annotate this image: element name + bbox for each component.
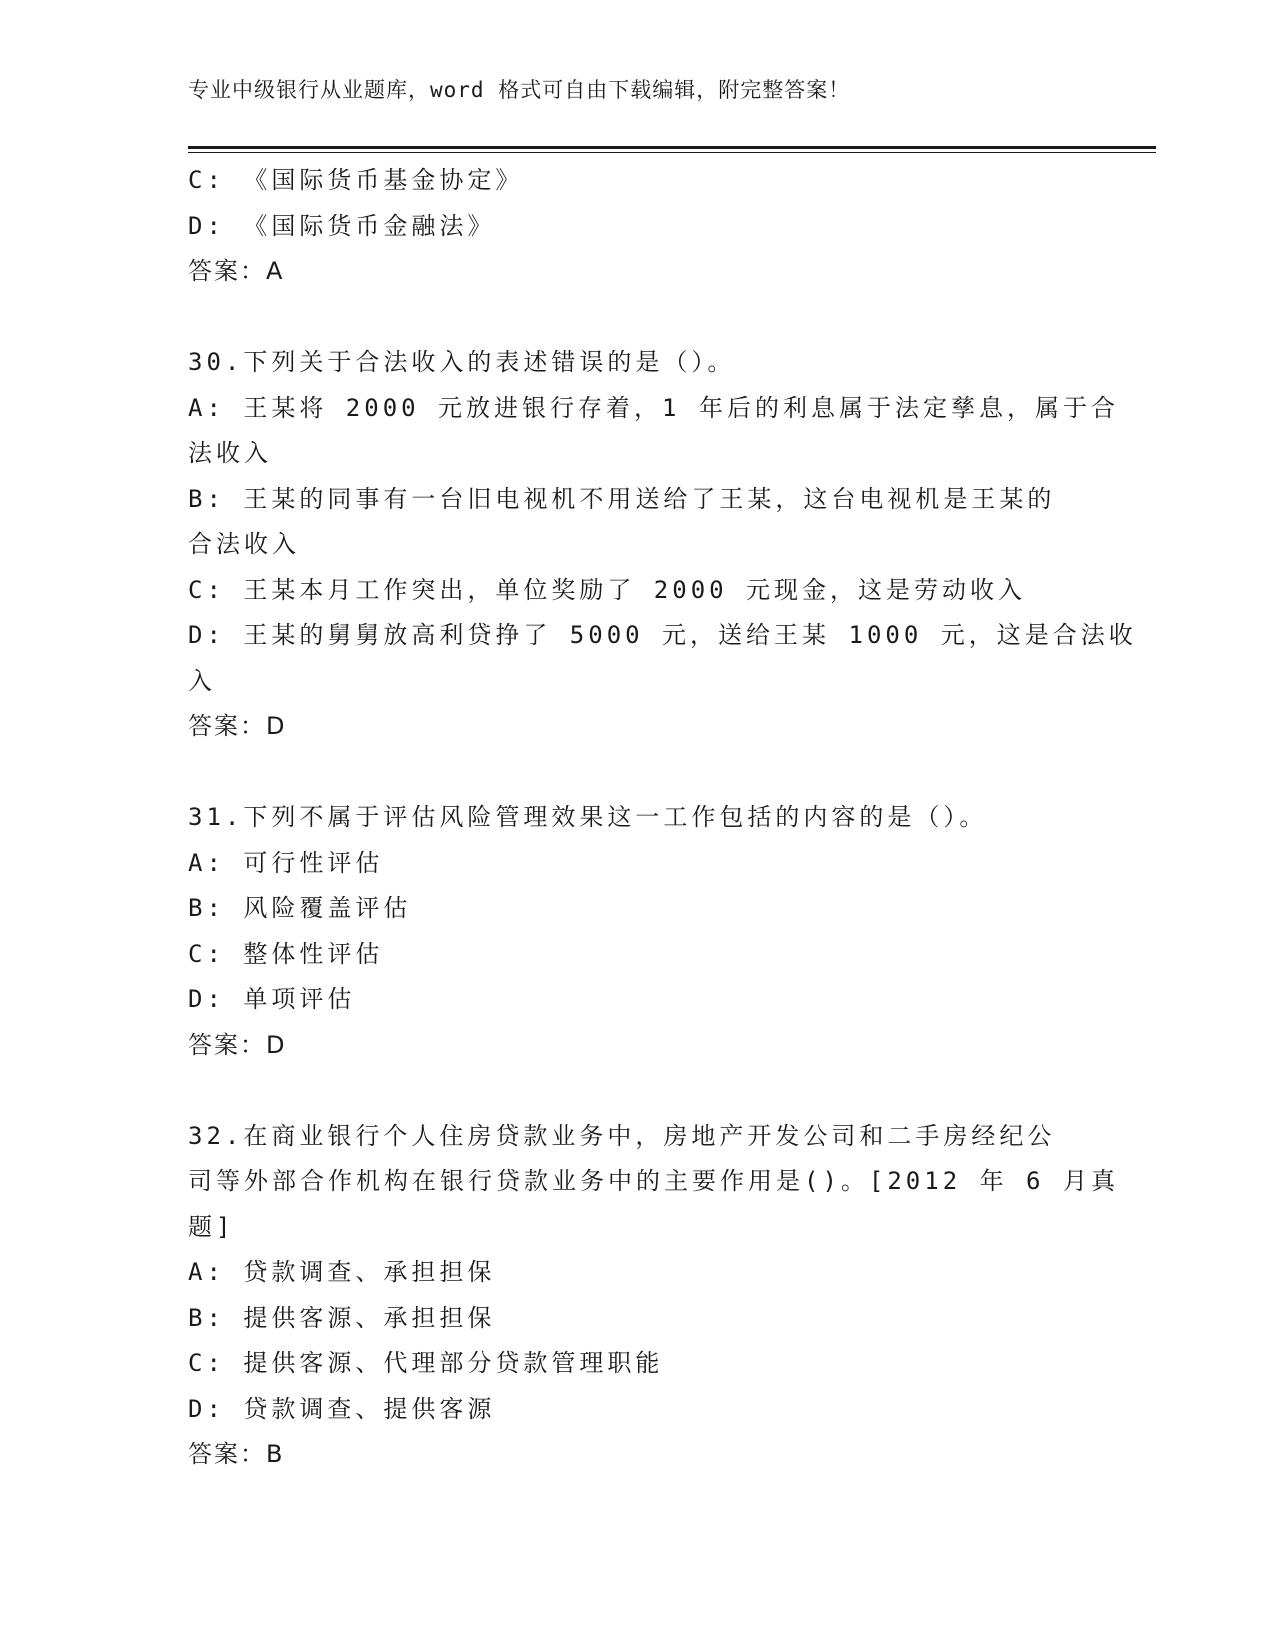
- option-d: D: 王某的舅舅放高利贷挣了 5000 元，送给王某 1000 元，这是合法收: [188, 621, 1137, 649]
- question-content: [188, 158, 1137, 1478]
- answer-line: 答案：D: [188, 712, 287, 740]
- option-c: C: 《国际货币基金协定》: [188, 166, 524, 194]
- spacer: [188, 295, 1088, 341]
- option-d: D: 贷款调查、提供客源: [188, 1394, 496, 1423]
- option-c: C: 提供客源、代理部分贷款管理职能: [188, 1349, 664, 1377]
- question-text: 31.下列不属于评估风险管理效果这一工作包括的内容的是（）。: [188, 803, 988, 831]
- answer-line: 答案：B: [188, 1440, 285, 1468]
- option-a-continued: 法收入: [188, 439, 272, 467]
- question-text: 30.下列关于合法收入的表述错误的是（）。: [188, 348, 736, 376]
- answer-line: 答案：D: [188, 1030, 287, 1059]
- option-c: C: 整体性评估: [188, 939, 384, 968]
- option-c: C: 王某本月工作突出，单位奖励了 2000 元现金，这是劳动收入: [188, 575, 1027, 604]
- option-b: B: 提供客源、承担担保: [188, 1303, 496, 1332]
- spacer: [188, 1068, 1088, 1114]
- option-b: B: 王某的同事有一台旧电视机不用送给了王某，这台电视机是王某的: [188, 484, 1056, 513]
- option-a: A: 王某将 2000 元放进银行存着，1 年后的利息属于法定孳息，属于合: [188, 393, 1119, 422]
- option-d-continued: 入: [188, 666, 216, 695]
- option-d: D: 《国际货币金融法》: [188, 211, 496, 240]
- spacer: [188, 750, 1088, 796]
- page-header: 专业中级银行从业题库，word 格式可自由下载编辑，附完整答案！: [188, 78, 851, 102]
- option-a: A: 可行性评估: [188, 848, 384, 877]
- option-b: B: 风险覆盖评估: [188, 894, 412, 922]
- header-rule-thick: [188, 146, 1156, 149]
- option-b-continued: 合法收入: [188, 530, 300, 558]
- option-d: D: 单项评估: [188, 985, 356, 1013]
- question-text-continued: 题]: [188, 1212, 235, 1241]
- header-rule-thin: [188, 152, 1156, 153]
- question-text: 32.在商业银行个人住房贷款业务中，房地产开发公司和二手房经纪公: [188, 1121, 1056, 1150]
- option-a: A: 贷款调查、承担担保: [188, 1258, 496, 1286]
- answer-line: 答案：A: [188, 257, 285, 285]
- question-30: [188, 340, 1137, 750]
- question-32: [188, 1114, 1119, 1478]
- question-31: [188, 795, 1088, 1068]
- question-text-continued: 司等外部合作机构在银行贷款业务中的主要作用是()。[2012 年 6 月真: [188, 1167, 1119, 1195]
